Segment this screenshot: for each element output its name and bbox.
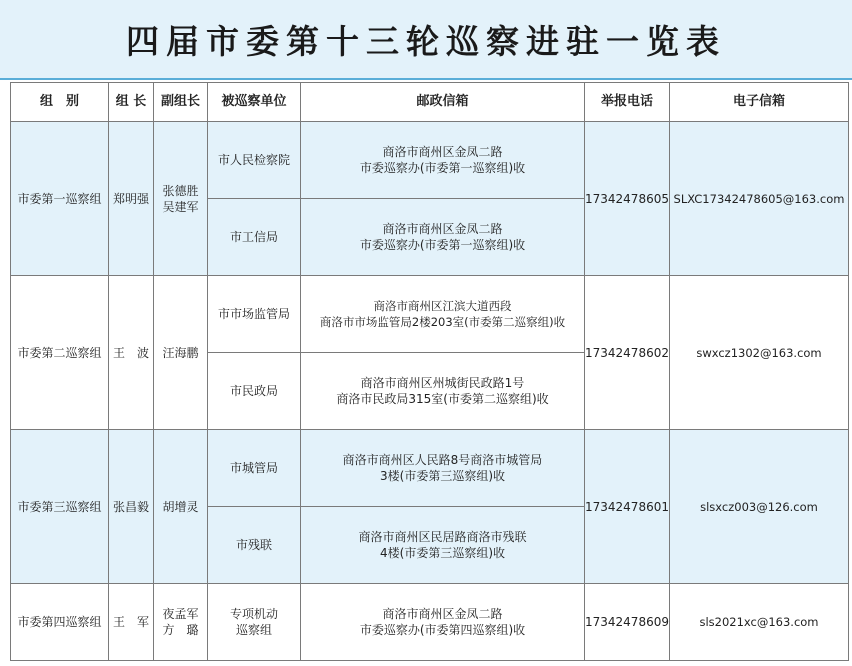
header-mailbox: 邮政信箱 bbox=[301, 83, 585, 122]
report-email: swxcz1302@163.com bbox=[670, 276, 849, 430]
inspected-unit: 市城管局 bbox=[208, 430, 301, 507]
group-deputy: 夜孟军 方 璐 bbox=[154, 584, 208, 661]
group-deputy: 张德胜 吴建军 bbox=[154, 122, 208, 276]
report-phone: 17342478609 bbox=[585, 584, 670, 661]
table-row bbox=[11, 122, 849, 199]
inspected-unit: 市工信局 bbox=[208, 199, 301, 276]
header-leader: 组 长 bbox=[109, 83, 154, 122]
table-row bbox=[11, 430, 849, 507]
header-deputy: 副组长 bbox=[154, 83, 208, 122]
group-leader: 张昌毅 bbox=[109, 430, 154, 584]
page-title: 四届市委第十三轮巡察进驻一览表 bbox=[126, 21, 726, 61]
inspection-table bbox=[10, 82, 849, 661]
inspected-unit: 市残联 bbox=[208, 507, 301, 584]
inspected-unit: 市人民检察院 bbox=[208, 122, 301, 199]
table-row bbox=[11, 276, 849, 353]
postal-mailbox: 商洛市商州区金凤二路 市委巡察办(市委第一巡察组)收 bbox=[301, 122, 585, 199]
inspected-unit: 市市场监管局 bbox=[208, 276, 301, 353]
postal-mailbox: 商洛市商州区民居路商洛市残联 4楼(市委第三巡察组)收 bbox=[301, 507, 585, 584]
postal-mailbox: 商洛市商州区江滨大道西段 商洛市市场监管局2楼203室(市委第二巡察组)收 bbox=[301, 276, 585, 353]
report-email: sls2021xc@163.com bbox=[670, 584, 849, 661]
report-email: SLXC17342478605@163.com bbox=[670, 122, 849, 276]
report-phone: 17342478602 bbox=[585, 276, 670, 430]
title-banner bbox=[0, 0, 852, 80]
group-name: 市委第一巡察组 bbox=[11, 122, 109, 276]
header-row bbox=[11, 83, 849, 122]
report-phone: 17342478601 bbox=[585, 430, 670, 584]
inspected-unit: 市民政局 bbox=[208, 353, 301, 430]
header-group: 组 别 bbox=[11, 83, 109, 122]
report-phone: 17342478605 bbox=[585, 122, 670, 276]
inspected-unit: 专项机动 巡察组 bbox=[208, 584, 301, 661]
header-email: 电子信箱 bbox=[670, 83, 849, 122]
group-leader: 王 军 bbox=[109, 584, 154, 661]
group-deputy: 胡增灵 bbox=[154, 430, 208, 584]
postal-mailbox: 商洛市商州区州城街民政路1号 商洛市民政局315室(市委第二巡察组)收 bbox=[301, 353, 585, 430]
postal-mailbox: 商洛市商州区人民路8号商洛市城管局 3楼(市委第三巡察组)收 bbox=[301, 430, 585, 507]
header-phone: 举报电话 bbox=[585, 83, 670, 122]
postal-mailbox: 商洛市商州区金凤二路 市委巡察办(市委第一巡察组)收 bbox=[301, 199, 585, 276]
header-unit: 被巡察单位 bbox=[208, 83, 301, 122]
group-deputy: 汪海鹏 bbox=[154, 276, 208, 430]
group-leader: 王 波 bbox=[109, 276, 154, 430]
group-name: 市委第二巡察组 bbox=[11, 276, 109, 430]
group-name: 市委第三巡察组 bbox=[11, 430, 109, 584]
report-email: slsxcz003@126.com bbox=[670, 430, 849, 584]
postal-mailbox: 商洛市商州区金凤二路 市委巡察办(市委第四巡察组)收 bbox=[301, 584, 585, 661]
group-leader: 郑明强 bbox=[109, 122, 154, 276]
table-row bbox=[11, 584, 849, 661]
group-name: 市委第四巡察组 bbox=[11, 584, 109, 661]
